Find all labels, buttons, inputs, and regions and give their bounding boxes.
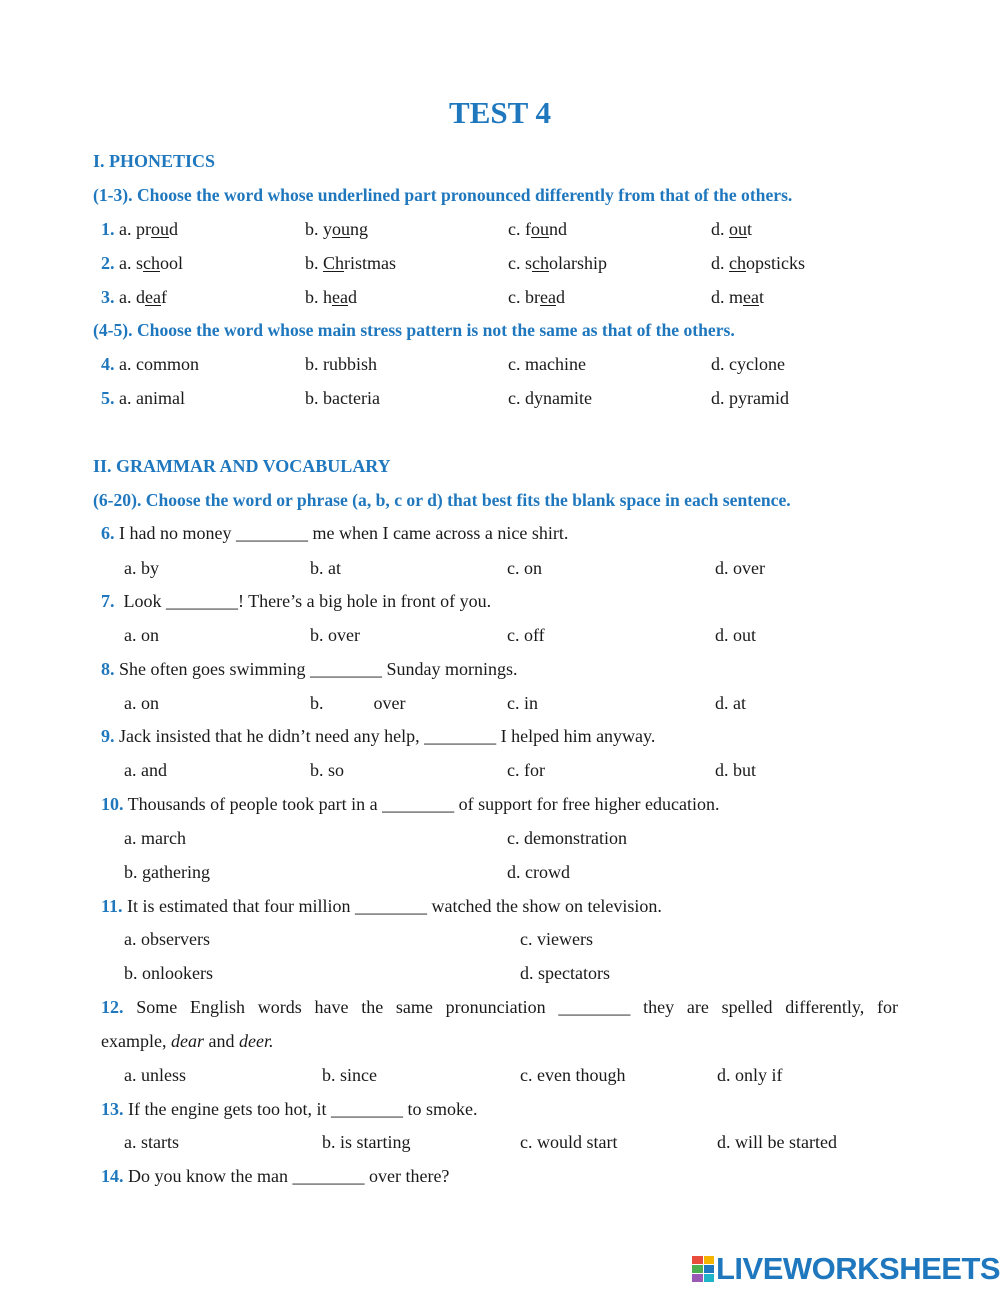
instruction-4-5: (4-5). Choose the word whose main stress pattern is not the same as that of the others. xyxy=(93,320,735,340)
question-text: She often goes swimming ________ Sunday mornings. xyxy=(114,659,518,679)
question-6-option-a: a. by xyxy=(124,558,159,578)
question-13-option-d: d. will be started xyxy=(717,1132,837,1152)
question-12-option-b: b. since xyxy=(322,1065,377,1085)
example-word-1: dear xyxy=(170,1031,204,1051)
section-heading-grammar: II. GRAMMAR AND VOCABULARY xyxy=(93,456,391,476)
question-13-option-b: b. is starting xyxy=(322,1132,411,1152)
question-11-option-b: b. onlookers xyxy=(124,963,213,983)
question-9 xyxy=(101,725,655,747)
question-3-option-c: c. bread xyxy=(508,287,565,307)
question-3-option-d: d. meat xyxy=(711,287,765,307)
option-a: a. deaf xyxy=(119,287,167,307)
option-a: a. animal xyxy=(119,388,185,408)
question-14 xyxy=(101,1165,449,1187)
question-7-option-c: c. off xyxy=(507,625,545,645)
liveworksheets-logo[interactable] xyxy=(692,1251,1000,1286)
question-number: 4. xyxy=(101,354,115,374)
question-12-continued: example, dear and deer. xyxy=(101,1031,274,1051)
logo-text: LIVEWORKSHEETS xyxy=(716,1251,1000,1286)
question-10-option-c: c. demonstration xyxy=(507,828,627,848)
question-number: 6. xyxy=(101,523,115,543)
question-5 xyxy=(101,387,185,409)
question-7-option-b: b. over xyxy=(310,625,360,645)
question-12-option-d: d. only if xyxy=(717,1065,783,1085)
question-4-option-c: c. machine xyxy=(508,354,586,374)
question-10-option-a: a. march xyxy=(124,828,186,848)
question-2-option-c: c. scholarship xyxy=(508,253,607,273)
question-13-option-c: c. would start xyxy=(520,1132,618,1152)
question-4-option-b: b. rubbish xyxy=(305,354,377,374)
question-9-option-c: c. for xyxy=(507,760,545,780)
question-number: 12. xyxy=(101,997,124,1017)
question-7-option-d: d. out xyxy=(715,625,757,645)
question-10 xyxy=(101,793,720,815)
question-7-option-a: a. on xyxy=(124,625,159,645)
question-13-option-a: a. starts xyxy=(124,1132,179,1152)
question-text: If the engine gets too hot, it ________ to smoke. xyxy=(123,1099,478,1119)
option-a: a. proud xyxy=(119,219,178,239)
question-1-option-c: c. found xyxy=(508,219,567,239)
question-9-option-d: d. but xyxy=(715,760,757,780)
question-1-option-d: d. out xyxy=(711,219,753,239)
question-text: Thousands of people took part in a ________ of support for free higher education. xyxy=(123,794,720,814)
page-title: TEST 4 xyxy=(449,95,551,130)
question-12-option-c: c. even though xyxy=(520,1065,626,1085)
question-5-option-d: d. pyramid xyxy=(711,388,789,408)
question-4 xyxy=(101,353,199,375)
question-text: Look ________! There’s a big hole in front of you. xyxy=(114,591,492,611)
question-text: I had no money ________ me when I came across a nice shirt. xyxy=(114,523,569,543)
instruction-6-20: (6-20). Choose the word or phrase (a, b, c or d) that best fits the blank space in each sentence. xyxy=(93,490,791,510)
question-number: 8. xyxy=(101,659,115,679)
question-6-option-d: d. over xyxy=(715,558,765,578)
question-number: 1. xyxy=(101,219,115,239)
instruction-1-3: (1-3). Choose the word whose underlined part pronounced differently from that of the others. xyxy=(93,185,793,205)
question-12 xyxy=(101,996,898,1018)
question-8-option-a: a. on xyxy=(124,693,159,713)
question-6 xyxy=(101,522,568,544)
question-13 xyxy=(101,1098,477,1120)
question-1-option-b: b. young xyxy=(305,219,368,239)
option-a: a. common xyxy=(119,354,199,374)
question-2-option-b: b. Christmas xyxy=(305,253,397,273)
question-text: It is estimated that four million ________ watched the show on television. xyxy=(122,896,662,916)
question-number: 14. xyxy=(101,1166,124,1186)
question-4-option-d: d. cyclone xyxy=(711,354,785,374)
question-3 xyxy=(101,286,167,308)
question-5-option-c: c. dynamite xyxy=(508,388,592,408)
question-number: 11. xyxy=(101,896,123,916)
question-6-option-b: b. at xyxy=(310,558,341,578)
question-8 xyxy=(101,658,518,680)
question-2-option-d: d. chopsticks xyxy=(711,253,806,273)
question-5-option-b: b. bacteria xyxy=(305,388,380,408)
question-text: Do you know the man ________ over there? xyxy=(123,1166,450,1186)
question-number: 5. xyxy=(101,388,115,408)
question-11-option-a: a. observers xyxy=(124,929,210,949)
question-number: 2. xyxy=(101,253,115,273)
question-text: Some English words have the same pronunciation ________ they are spelled differently, for xyxy=(123,997,898,1017)
question-12-option-a: a. unless xyxy=(124,1065,186,1085)
question-9-option-a: a. and xyxy=(124,760,167,780)
question-2 xyxy=(101,252,183,274)
question-8-option-d: d. at xyxy=(715,693,746,713)
question-10-option-d: d. crowd xyxy=(507,862,570,882)
liveworksheets-logo-icon xyxy=(692,1256,714,1282)
question-1 xyxy=(101,218,178,240)
question-11-option-c: c. viewers xyxy=(520,929,593,949)
section-heading-phonetics: I. PHONETICS xyxy=(93,151,216,171)
question-6-option-c: c. on xyxy=(507,558,542,578)
question-10-option-b: b. gathering xyxy=(124,862,210,882)
question-11-option-d: d. spectators xyxy=(520,963,610,983)
example-word-2: deer. xyxy=(238,1031,274,1051)
question-8-option-b: b. over xyxy=(310,693,406,713)
question-number: 3. xyxy=(101,287,115,307)
question-number: 7. xyxy=(101,591,115,611)
option-a: a. school xyxy=(119,253,184,273)
question-number: 9. xyxy=(101,726,115,746)
question-9-option-b: b. so xyxy=(310,760,345,780)
question-text: Jack insisted that he didn’t need any help, ________ I helped him anyway. xyxy=(114,726,656,746)
question-number: 13. xyxy=(101,1099,124,1119)
question-3-option-b: b. head xyxy=(305,287,357,307)
question-number: 10. xyxy=(101,794,124,814)
question-11 xyxy=(101,895,662,917)
question-7 xyxy=(101,590,491,612)
question-8-option-c: c. in xyxy=(507,693,538,713)
